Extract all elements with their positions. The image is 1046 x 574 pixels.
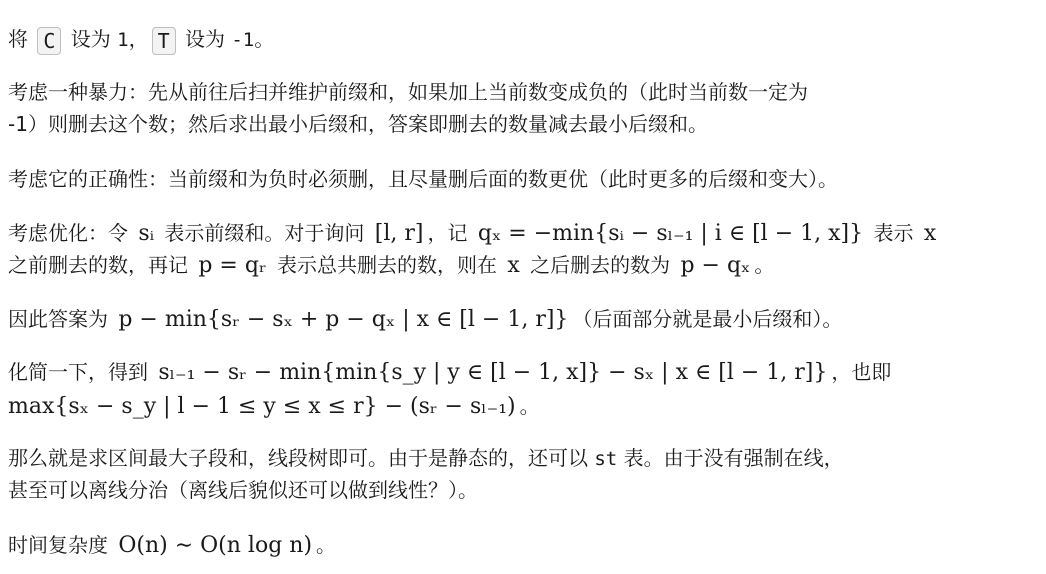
- text: 之后删去的数为: [523, 253, 677, 277]
- value-c: 1: [117, 29, 129, 51]
- math-range: [l, r]: [374, 221, 424, 246]
- math-x: x: [507, 253, 520, 278]
- paragraph-segment-tree-line1: [8, 443, 844, 473]
- math-complexity: O(n) ∼ O(n log n): [118, 533, 313, 558]
- text: 考虑优化：令: [8, 221, 135, 245]
- text: 将: [8, 27, 35, 51]
- text: 因此答案为: [8, 307, 115, 331]
- text: 化简一下，得到: [8, 360, 155, 384]
- text: ，: [128, 27, 149, 51]
- paragraph-segment-tree-line2: 甚至可以离线分治（离线后貌似还可以做到线性？）。: [8, 478, 478, 502]
- math-simplified-formula: sₗ₋₁ − sᵣ − min{min{s_y | y ∈ [l − 1, x]} − sₓ | x ∈ [l − 1, r]}: [158, 360, 828, 385]
- paragraph-brute-force-line2: -1）则删去这个数；然后求出最小后缀和，答案即删去的数量减去最小后缀和。: [8, 112, 708, 136]
- math-qx-definition: qₓ = −min{sᵢ − sₗ₋₁ | i ∈ [l − 1, x]}: [477, 221, 864, 246]
- math-max-formula: max{sₓ − s_y | l − 1 ≤ y ≤ x ≤ r} − (sᵣ − sₗ₋₁): [8, 394, 516, 419]
- text: 表示: [867, 221, 920, 245]
- text: 。: [754, 253, 775, 277]
- key-t: T: [152, 27, 176, 55]
- value-t: -1: [231, 29, 255, 51]
- text: 。: [519, 394, 540, 418]
- math-p-minus-qx: p − qₓ: [680, 253, 751, 278]
- text: 。: [316, 533, 337, 557]
- inline-code-st: st: [594, 448, 618, 470]
- paragraph-simplify-line1: [8, 357, 891, 387]
- math-s-i: sᵢ: [138, 221, 155, 246]
- paragraph-assign-values: [8, 24, 274, 54]
- text: ，也即: [831, 360, 892, 384]
- text: 那么就是求区间最大子段和，线段树即可。由于是静态的，还可以: [8, 446, 595, 470]
- paragraph-answer: [8, 304, 842, 334]
- key-c: C: [37, 27, 61, 55]
- text: 时间复杂度: [8, 533, 115, 557]
- text: 设为: [64, 27, 118, 51]
- text: 。: [254, 27, 275, 51]
- text: 表示总共删去的数，则在: [270, 253, 504, 277]
- math-p-definition: p = qᵣ: [198, 253, 267, 278]
- text: （后面部分就是最小后缀和）。: [572, 307, 843, 331]
- text: 之前删去的数，再记: [8, 253, 195, 277]
- math-answer-formula: p − min{sᵣ − sₓ + p − qₓ | x ∈ [l − 1, r]}: [118, 307, 569, 332]
- paragraph-correctness: 考虑它的正确性：当前缀和为负时必须删，且尽量删后面的数更优（此时更多的后缀和变大）。: [8, 167, 838, 191]
- text: 表示前缀和。对于询问: [158, 221, 371, 245]
- text: 表。由于没有强制在线，: [617, 446, 844, 470]
- text: 设为: [178, 27, 232, 51]
- text: ，记: [427, 221, 474, 245]
- paragraph-complexity: [8, 530, 336, 560]
- paragraph-optimization-line1: [8, 218, 940, 248]
- paragraph-brute-force-line1: 考虑一种暴力：先从前往后扫并维护前缀和，如果加上当前数变成负的（此时当前数一定为: [8, 80, 808, 104]
- paragraph-optimization-line2: [8, 250, 774, 280]
- paragraph-simplify-line2: [8, 391, 540, 421]
- math-x: x: [923, 221, 937, 246]
